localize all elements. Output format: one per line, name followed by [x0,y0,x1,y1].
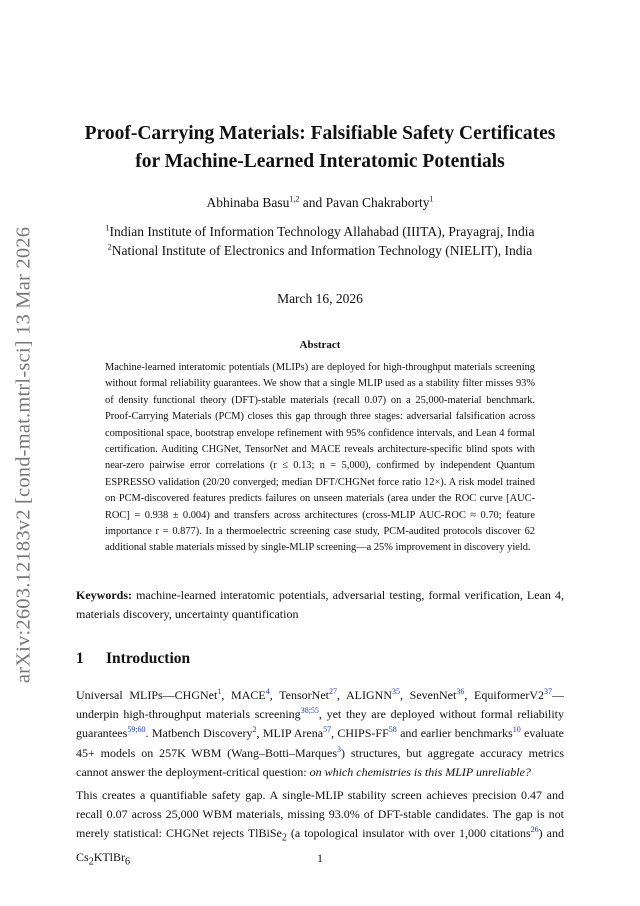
citation-link[interactable]: 10 [512,725,521,735]
citation-link[interactable]: 36 [456,687,465,696]
author-2-affil: 1 [429,194,434,204]
text-run: , MACE [221,688,266,702]
text-run: ) structures, but aggregate accuracy metrics cannot answer the deployment-critical question: [76,745,564,779]
citation-link[interactable]: 38;55 [300,706,319,716]
title-line-1: Proof-Carrying Materials: Falsifiable Safety Certificates [84,123,556,144]
affiliation-2-marker: 2 [107,242,112,252]
abstract-heading: Abstract [299,339,341,351]
author-list [60,195,580,211]
text-run: Universal MLIPs—CHGNet [76,688,218,702]
citation-link[interactable]: 37 [544,687,553,696]
affiliation-1 [60,222,580,241]
paper-date: March 16, 2026 [277,291,363,306]
paper-title [60,120,580,176]
emphasized-question: on which chemistries is this MLIP unreliable? [309,764,531,779]
subscript: 2 [88,856,94,868]
citation-link[interactable]: 3 [337,744,341,754]
title-line-2: for Machine-Learned Interatomic Potentials [135,151,505,172]
arxiv-identifier: arXiv:2603.12183v2 [cond-mat.mtrl-sci] 13 Mar 2026 [12,226,35,684]
affiliation-1-text: Indian Institute of Information Technology Allahabad (IIITA), Prayagraj, India [109,224,535,239]
subscript: 2 [281,832,287,844]
abstract-text: Machine-learned interatomic potentials (MLIPs) are deployed for high-throughput materials screening without formal reliability guarantees. We show that a single MLIP used as a stability filter misses 93% of density functional theory (DFT)-stable materials (recall 0.07) on a 25,000-material benchmark. Proof-Carrying Materials (PCM) closes this gap through three stages: adversarial falsification across compositional space, bootstrap envelope refinement with 95% confidence intervals, and Lean 4 formal certification. Auditing CHGNet, TensorNet and MACE reveals architecture-specific blind spots with near-zero pairwise error correlations (r ≤ 0.13; n = 5,000), confirmed by independent Quantum ESPRESSO validation (20/20 converged; median DFT/CHGNet force ratio 12×). A risk model trained on PCM-discovered features predicts failures on unseen materials (area under the ROC curve [AUC-ROC] = 0.938 ± 0.004) and transfers across architectures (cross-MLIP AUC-ROC ≈ 0.70; feature importance r = 0.877). In a thermoelectric screening case study, PCM-audited protocols discover 62 additional stable materials missed by single-MLIP screening—a 25% improvement in discovery yield. [105,362,535,554]
citation-link[interactable]: 27 [328,687,337,696]
text-run: , EquiformerV2 [464,688,545,702]
author-1: Abhinaba Basu [206,195,290,210]
subscript: 6 [125,856,131,868]
arxiv-sidebar [8,205,40,705]
citation-link[interactable]: 1 [217,687,222,696]
text-run: KTlBr [93,850,126,864]
citation-link[interactable]: 58 [388,725,397,735]
author-conjunction: and [299,195,326,210]
keywords-label: Keywords: [76,588,132,602]
citation-link[interactable]: 4 [265,687,270,696]
text-run: , TensorNet [269,688,329,702]
citation-link[interactable]: 26 [530,825,539,835]
text-run: (a topological insulator with over 1,000 citations [286,826,531,841]
affiliation-2 [60,241,580,260]
citation-link[interactable]: 59;60 [127,725,146,735]
text-run: ) and Cs [76,826,565,864]
keywords [76,586,564,624]
section-number: 1 [76,650,84,667]
text-run: This creates a quantifiable safety gap. A single-MLIP stability screen achieves precision 0.47 and recall 0.07 across 25,000 WBM materials, missing 93.0% of DFT-stable candidates. The gap is not merely statistical: CHGNet rejects TlBiSe [76,788,564,841]
author-2: Pavan Chakraborty [325,195,430,210]
citation-link[interactable]: 35 [392,687,400,696]
keywords-text: machine-learned interatomic potentials, adversarial testing, formal verification, Lean 4, materials discovery, uncertainty quantification [76,588,564,621]
section-heading [76,650,190,668]
affiliation-1-marker: 1 [105,223,110,233]
text-run: , SevenNet [400,688,457,702]
section-title: Introduction [106,650,191,667]
text-run: , yet they are deployed without formal reliability guarantees [76,707,565,741]
text-run: —underpin high-throughput materials screening [76,688,565,722]
text-run: and earlier benchmarks [396,726,513,741]
text-run: . Matbench Discovery [145,726,253,741]
affiliation-2-text: National Institute of Electronics and Information Technology (NIELIT), India [111,243,533,258]
intro-paragraph-1 [76,686,564,782]
text-run: , CHIPS-FF [331,726,389,741]
affiliations [60,222,580,260]
citation-link[interactable]: 2 [252,725,257,735]
page-number: 1 [317,851,323,865]
text-run: , MLIP Arena [256,726,324,741]
text-run: evaluate 45+ models on 257K WBM (Wang–Botti–Marques [76,726,564,760]
text-run: , ALIGNN [336,688,392,702]
author-1-affil: 1,2 [289,194,300,204]
citation-link[interactable]: 57 [323,725,332,735]
